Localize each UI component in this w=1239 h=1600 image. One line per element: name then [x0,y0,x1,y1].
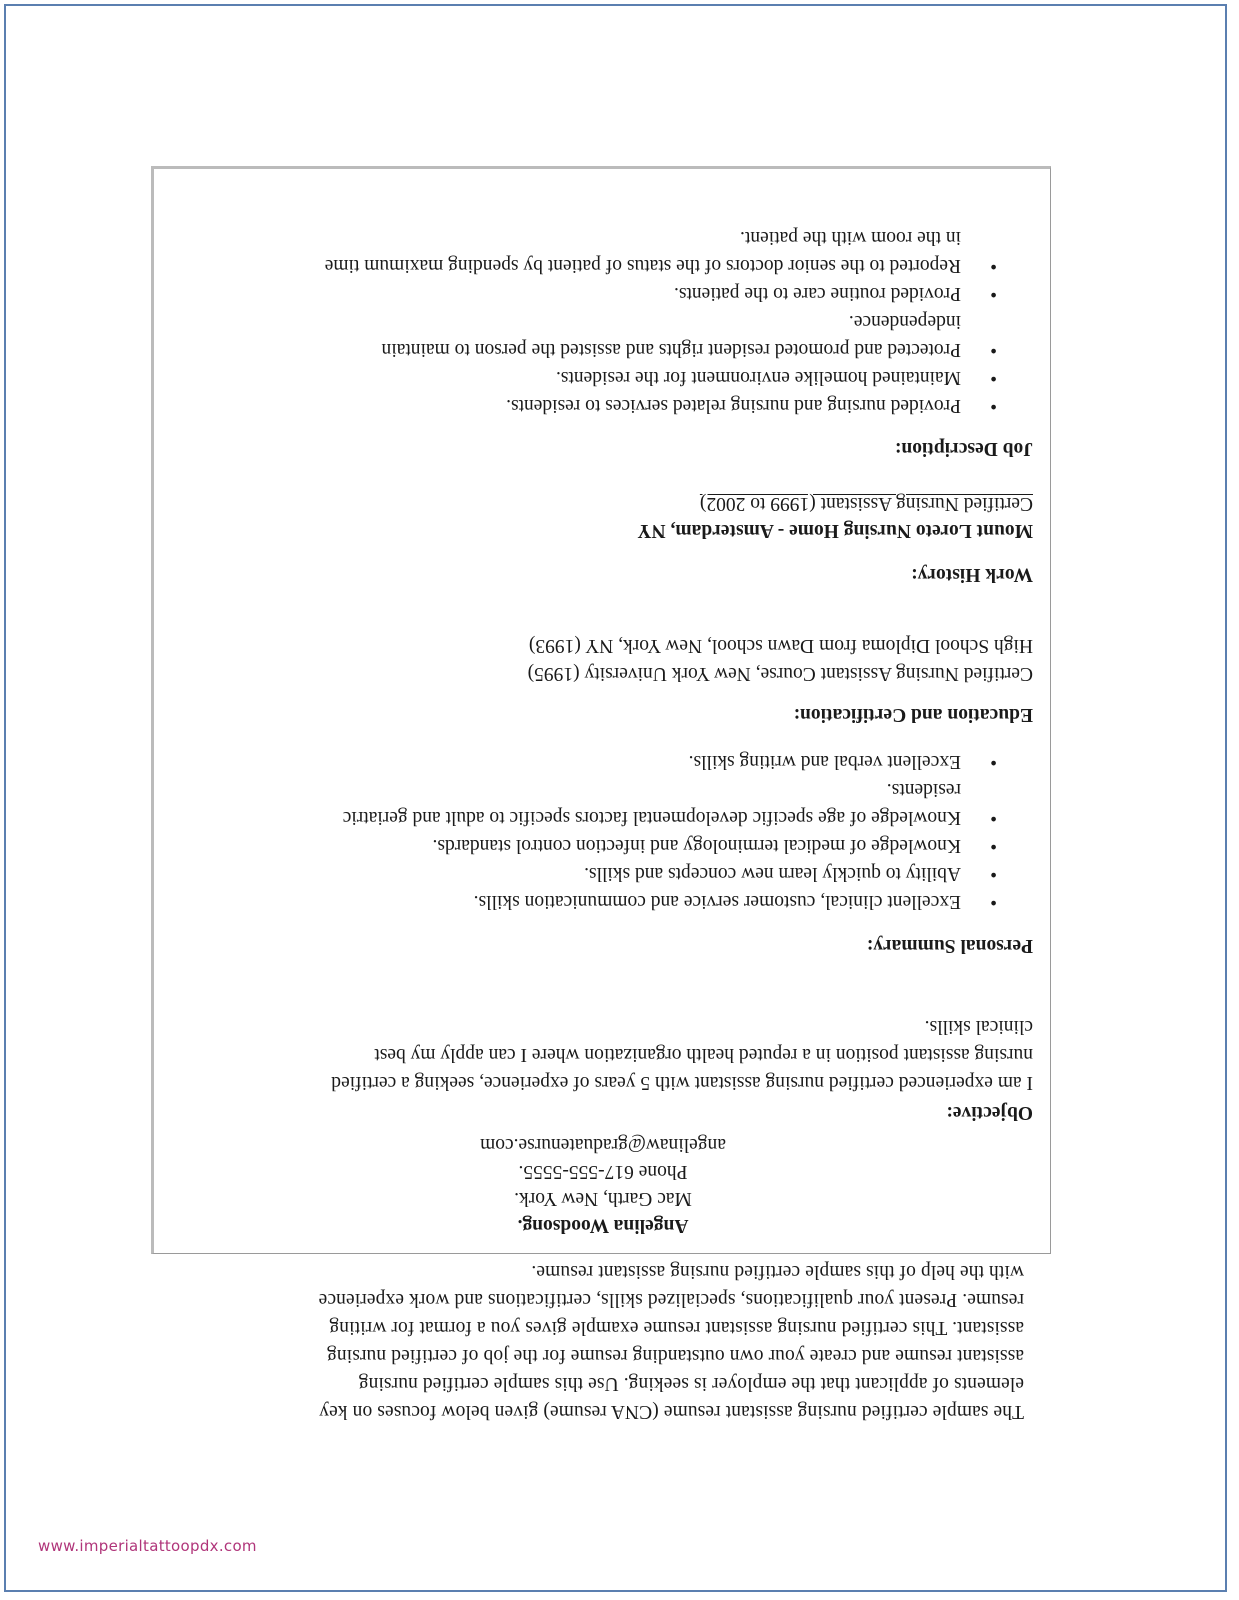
intro-line: resume. Present your qualifications, specialized skills, certifications and work experience [318,1289,1024,1310]
bullet-icon: • [990,283,997,304]
objective-line: I am experienced certified nursing assistant with 5 years of experience, seeking a certified [331,1072,1033,1093]
bullet-icon: • [990,891,997,912]
bullet-icon: • [990,395,997,416]
list-item: • Knowledge of age specific developmental factors specific to adult and geriatric residents. [173,775,1033,831]
intro-line: with the help of this sample certified nursing assistant resume. [531,1261,1024,1282]
list-item: • Ability to quickly learn new concepts and skills. [173,859,1033,887]
bullet-icon: • [990,751,997,772]
list-item: • Provided nursing and nursing related services to residents. [173,391,1033,419]
intro-line: assistant resume and create your own outstanding resume for the job of certified nursing [326,1345,1024,1366]
list-item: • Protected and promoted resident rights and assisted the person to maintain independence. [173,307,1033,363]
bullet-icon: • [990,863,997,884]
list-item: • Reported to the senior doctors of the status of patient by spending maximum time in the room with the patient. [173,223,1033,279]
list-item: • Knowledge of medical terminology and infection control standards. [173,831,1033,859]
applicant-phone: Phone 617-555-5555. [518,1161,688,1182]
bullet-icon: • [990,367,997,388]
resume-sample-box [151,166,1051,1254]
objective-heading: Objective: [946,1102,1033,1123]
applicant-name: Angelina Woodsong. [517,1215,689,1236]
objective-line: clinical skills. [924,1016,1033,1037]
objective-line: nursing assistant position in a reputed health organization where I can apply my best [374,1044,1033,1065]
list-item: • Provided routine care to the patients. [173,279,1033,307]
job-duties-list [173,223,1033,419]
applicant-location: Mac Garth, New York. [514,1188,692,1209]
intro-line: assistant. This certified nursing assistant resume example gives you a format for writing [329,1317,1024,1338]
objective-text [173,1012,1033,1096]
bullet-icon: • [990,339,997,360]
intro-paragraph [174,1257,1024,1425]
intro-line: The sample certified nursing assistant resume (CNA resume) given below focuses on key [319,1401,1024,1422]
employer-name: Mount Loreto Nursing Home - Amsterdam, NY [637,520,1033,541]
job-description-heading: Job Description: [894,438,1033,459]
bullet-icon: • [990,807,997,828]
education-line: High School Diploma from Dawn school, New York, NY (1993) [528,635,1033,656]
list-item: • Excellent verbal and writing skills. [173,747,1033,775]
education-line: Certified Nursing Assistant Course, New York University (1995) [527,663,1033,684]
applicant-email: angelinaw@graduatenurse.com [480,1134,726,1155]
list-item: • Maintained homelike environment for the residents. [173,363,1033,391]
summary-heading: Personal Summary: [866,935,1033,956]
summary-list [173,747,1033,915]
resume-header [173,1131,1033,1239]
work-history-heading: Work History: [911,564,1033,585]
position-title: Certified Nursing Assistant (1999 to 2002) [699,493,1033,514]
bullet-icon: • [990,255,997,276]
watermark-url[interactable]: www.imperialtattoopdx.com [38,1537,257,1555]
education-text [173,631,1033,687]
intro-line: elements of applicant that the employer is seeking. Use this sample certified nursing [358,1373,1024,1394]
bullet-icon: • [990,835,997,856]
list-item: • Excellent clinical, customer service and communication skills. [173,887,1033,915]
education-heading: Education and Certification: [793,704,1033,725]
